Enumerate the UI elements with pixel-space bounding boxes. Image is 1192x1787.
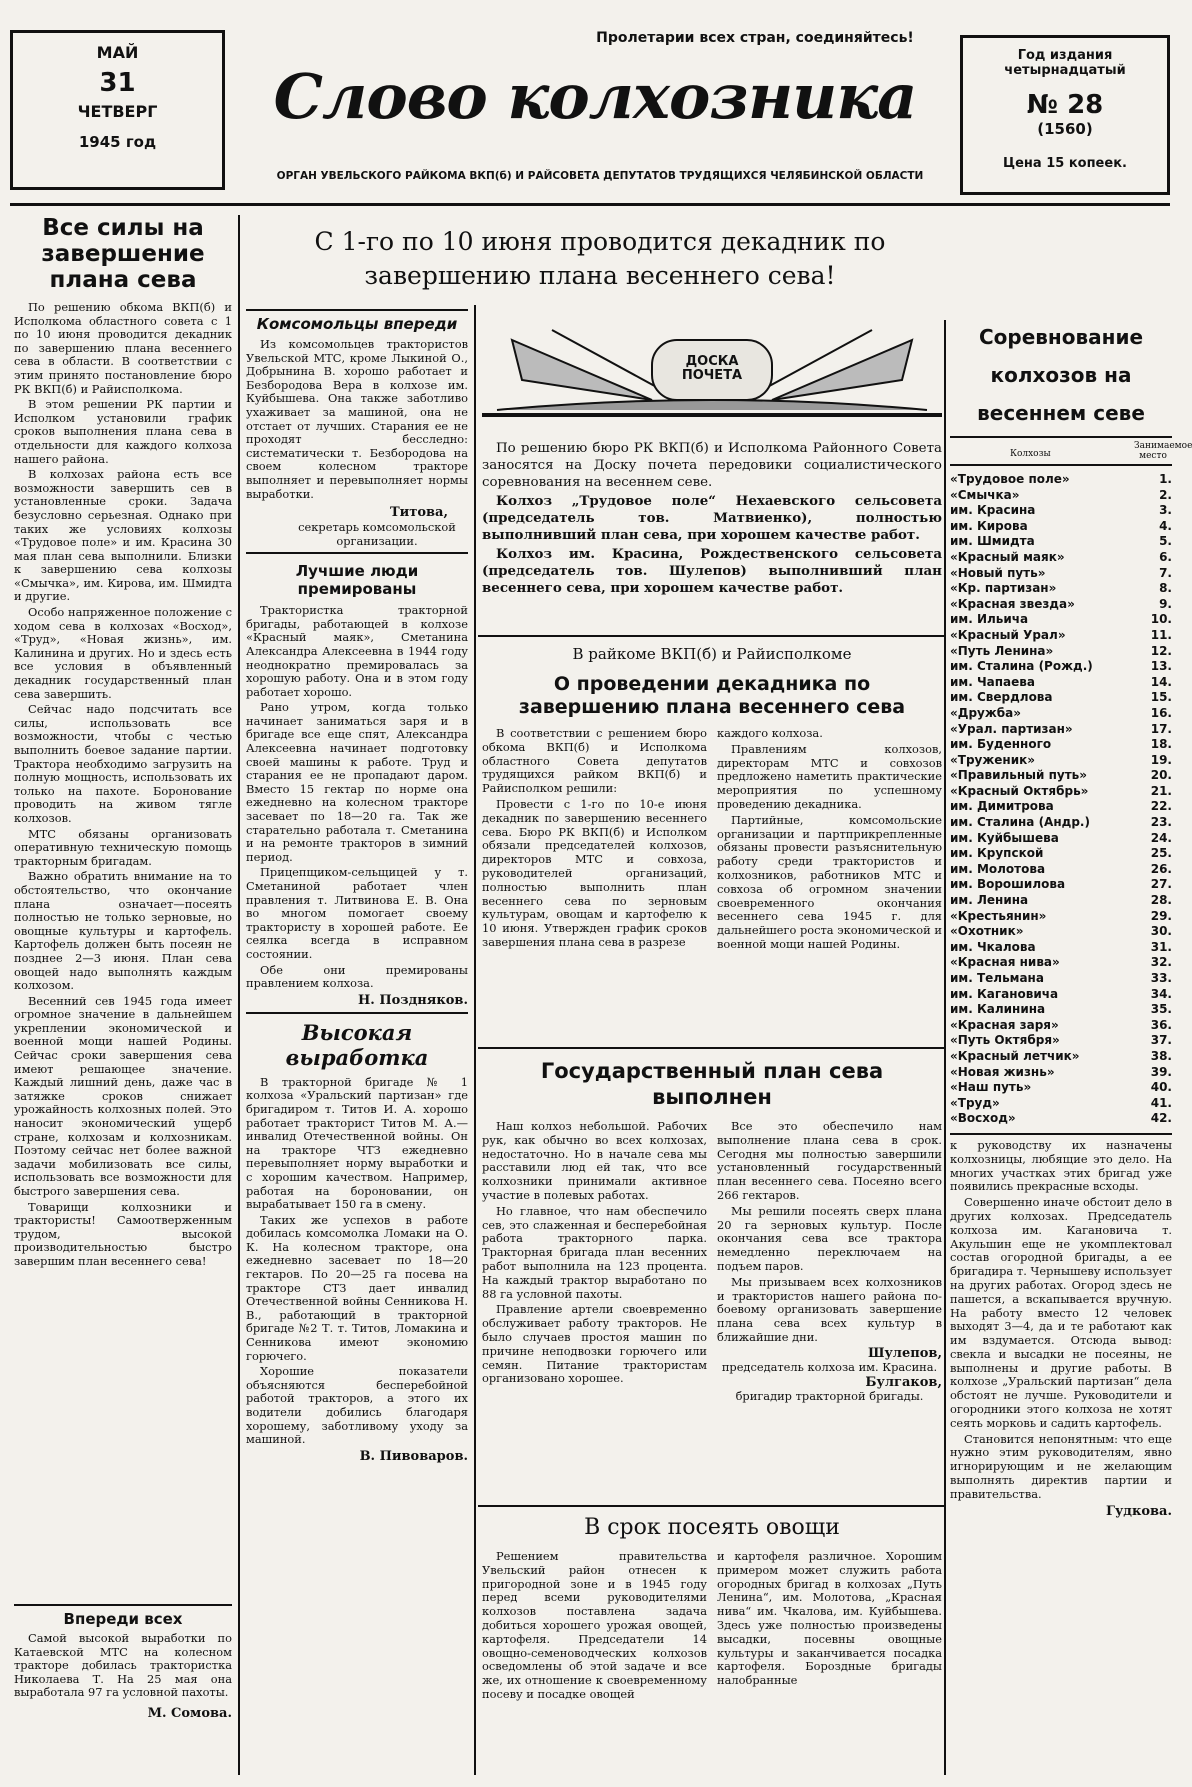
competition-row [950, 784, 1172, 800]
col2-t3-p2: Таких же успехов в работе добилась комсомолка Ломаки на О. К. На колесном тракторе, она ежедневно засевает по 18—20 гектаров. По 20—25 га посева на тракторе СТЗ дает инвалид Отечественной войны Сенникова Н. В., работающий в тракторной бригаде №2 Т. т. Титов, Ломакина и Сенникова имеют экономию горючего. [246, 1212, 468, 1363]
col2 [246, 305, 468, 1464]
competition-place: 26. [1150, 861, 1172, 876]
competition-row [950, 1065, 1172, 1081]
col2-t2-p3: Прицепщиком-сельщицей у т. Сметаниной работает член правления т. Литвинова Е. В. Она во многом помогает своему трактористу в хорошей работе. Ее сеялка всегда в исправном состоянии. [246, 865, 468, 961]
col1-p9: Товарищи колхозники и трактористы! Самоотверженным трудом, высокой производительностью быстро завершим план весеннего сева! [14, 1199, 232, 1268]
decree-l2: Провести с 1-го по 10-е июня декадник по завершению весеннего сева. Бюро РК ВКП(б) и Исполком обязали председателей колхозов, директоров МТС и совхоза, руководителей организаций, полностью выполнить план весеннего сева по зерновым культурам, овощам и картофелю к 10 июня. Утвержден график сроков завершения плана сева в разрезе [482, 796, 707, 949]
competition-place: 8. [1159, 581, 1172, 596]
competition-row [950, 1080, 1172, 1096]
competition-row [950, 519, 1172, 535]
competition-kolkhoz: «Красная нива» [950, 955, 1060, 970]
vegetables [482, 1515, 942, 1702]
col2-text3 [246, 1076, 468, 1447]
issue-box [960, 35, 1170, 195]
vegetables-heading: В срок посеять овощи [584, 1515, 840, 1540]
competition-kolkhoz: «Наш путь» [950, 1080, 1032, 1095]
newspaper-subtitle: ОРГАН УВЕЛЬСКОГО РАЙКОМА ВКП(б) И РАЙСОВЕТА ДЕПУТАТОВ ТРУДЯЩИХСЯ ЧЕЛЯБИНСКОЙ ОБЛАСТИ [276, 170, 924, 182]
col2-sig3: В. Пивоваров. [359, 1448, 468, 1464]
competition-row [950, 1049, 1172, 1065]
date-year: 1945 год [78, 133, 157, 151]
competition-place: 28. [1150, 893, 1172, 908]
competition-row [950, 612, 1172, 628]
newspaper-title: Слово колхозника [273, 60, 917, 133]
col1-p7: Важно обратить внимание на то обстоятельство, что окончание плана означает—посеять полностью не только зерновые, но овощные культуры и картофель. Картофель должен быть посеян не позднее 2—3 июня. План сева овощей надо выполнять каждым колхозом. [14, 869, 232, 993]
competition-row [950, 566, 1172, 582]
competition-after-2: Совершенно иначе обстоит дело в других колхозах. Председатель колхоза им. Кагановича т. Акульшин еще не укомплектовал состав огородной бригады, а ее бригадира т. Чернышеву использует на других работах. Огород здесь не пашется, а вскапывается вручную. На работу вместо 12 человек выходят 3—4, да и те работают как им вздумается. Отсюда вывод: свекла и высадки не посеяны, не выполнены и другие работы. В колхозе „Уральский партизан“ дела обстоят не лучше. Руководители и огородники этого колхоза не хотят сеять морковь и садить картофель. [950, 1195, 1172, 1430]
decree-right [717, 727, 942, 954]
competition-row [950, 768, 1172, 784]
competition-place: 21. [1150, 783, 1172, 798]
competition-row [950, 472, 1172, 488]
year-line1: Год издания [1017, 48, 1113, 63]
decree-r3: Партийные, комсомольские организации и партприкрепленные обязаны провести разъяснительную работу среди трактористов и колхозников, работников МТС и совхоза об огромном значении своевременного окончания весеннего сева 1945 г. для дальнейшего роста экономической и военной мощи нашей Родины. [717, 812, 942, 951]
competition-place: 13. [1150, 659, 1172, 674]
decree-r1: каждого колхоза. [717, 726, 823, 740]
vegetables-left: Решением правительства Увельский район отнесен к пригородной зоне и в 1945 году перед всеми руководителями колхозов поставлена задача добиться хорошего урожая овощей, картофеля. Председатели 14 овощно-семеноводческих колхозов осведомлены об этой задаче и все же, их отношение к своевременному посеву и посадке овощей [482, 1549, 707, 1701]
competition-place: 4. [1159, 518, 1172, 533]
competition-row [950, 628, 1172, 644]
competition-place: 35. [1150, 1002, 1172, 1017]
stateplan-l3: Правление артели своевременно обслуживает работу тракторов. Не было случаев простоя машин по причине неподвозки горючего или семян. Питание трактористам организовано хорошее. [482, 1302, 707, 1386]
col2-sig1: Титова, [389, 505, 448, 521]
stateplan-heading: Государственный план сева выполнен [540, 1059, 884, 1109]
competition-row [950, 722, 1172, 738]
competition-row [950, 690, 1172, 706]
col2-t2-p1: Трактористка тракторной бригады, работающей в колхозе «Красный маяк», Сметанина Александра Алексеевна в 1944 году неоднократно премировалась за хорошую работу. Она и в этом году работает хорошо. [246, 603, 468, 699]
competition-kolkhoz: им. Свердлова [950, 690, 1053, 705]
competition-place: 25. [1150, 846, 1172, 861]
competition-row [950, 862, 1172, 878]
competition-row [950, 1033, 1172, 1049]
competition-kolkhoz: им. Чапаева [950, 674, 1035, 689]
competition-place: 19. [1150, 752, 1172, 767]
honor-item2: Колхоз им. Красина, Рождественского сельсовета (председатель тов. Шулепов) выполнивший план весеннего сева, при хорошем качестве работ. [482, 546, 942, 596]
competition-kolkhoz: им. Сталина (Андр.) [950, 815, 1090, 830]
competition-place: 29. [1150, 908, 1172, 923]
col1-divider [238, 215, 240, 1775]
competition-after-3: Становится непонятным: что еще нужно этим руководителям, явно игнорирующим и не желающим выполнять директив партии и правительства. [950, 1431, 1172, 1501]
competition-kolkhoz: «Путь Ленина» [950, 643, 1054, 658]
competition-place: 14. [1150, 674, 1172, 689]
col2-divider [474, 305, 476, 1775]
competition-kolkhoz: им. Молотова [950, 861, 1046, 876]
competition-place: 12. [1150, 643, 1172, 658]
competition-kolkhoz: им. Кагановича [950, 986, 1059, 1001]
competition-place: 36. [1150, 1017, 1172, 1032]
competition-kolkhoz: «Кр. партизан» [950, 581, 1057, 596]
competition-place: 5. [1159, 534, 1172, 549]
competition-place: 11. [1150, 627, 1172, 642]
col1-body [14, 301, 232, 1269]
issue-total: (1560) [1037, 120, 1093, 138]
competition-place: 9. [1159, 596, 1172, 611]
competition-row [950, 940, 1172, 956]
competition-place: 24. [1150, 830, 1172, 845]
competition-row [950, 644, 1172, 660]
col2-t2-p2: Рано утром, когда только начинает заниматься заря и в бригаде все еще спят, Александра Алексеевна начинает подготовку своей машины к работе. Труд и старания ее не пропадают даром. Вместо 15 гектар по норме она ежедневно на колесном тракторе засевает по 18—20 га. Так же старательно работала т. Сметанина и на ремонте тракторов в зимний период. [246, 700, 468, 864]
competition-kolkhoz: «Красный маяк» [950, 549, 1065, 564]
competition-kolkhoz: «Путь Октября» [950, 1033, 1060, 1048]
col1-p8: Весенний сев 1945 года имеет огромное значение в дальнейшем укреплении экономической и военной мощи нашей Родины. Сейчас сроки завершения сева имеют решающее значение. Каждый лишний день, даже час в затяжке сроков снижает урожайность колхозных полей. Это наносит экономический ущерб стране, колхозам и колхозникам. Поэтому сейчас нет более важной задачи мобилизовать все силы, использовать все возможности для быстрого завершения сева. [14, 993, 232, 1198]
competition-place: 32. [1150, 955, 1172, 970]
col2-text1: Из комсомольцев трактористов Увельской МТС, кроме Лыкиной О., Добрынина В. хорошо работает и Безбородова Вера в колхозе им. Куйбышева. Она также заботливо ухаживает за машиной, она не отстает от лучших. Старания ее не проходят бесследно: систематически т. Безбородова на своем колесном тракторе выполняет и перевыполняет нормы выработки. [246, 337, 468, 501]
col1-p5: Сейчас надо подсчитать все силы, использовать все возможности, чтобы с честью выполнить боевое задание партии. Трактора необходимо загрузить на полную мощность, использовать их только на пахоте. Боронование проводить на живом тягле колхозов. [14, 702, 232, 825]
competition-kolkhoz: им. Калинина [950, 1002, 1046, 1017]
competition-row [950, 924, 1172, 940]
competition-place: 22. [1150, 799, 1172, 814]
competition-row [950, 846, 1172, 862]
stateplan-left [482, 1120, 707, 1404]
competition-sig: Гудкова. [1105, 1503, 1172, 1519]
competition-row [950, 550, 1172, 566]
stateplan-bottom-rule [478, 1505, 944, 1507]
competition-heading: Соревнование колхозов на весеннем севе [977, 325, 1145, 425]
competition-place: 10. [1150, 612, 1172, 627]
col1-box [14, 1600, 232, 1721]
stateplan-sig2b: бригадир тракторной бригады. [735, 1389, 924, 1404]
col1-p1: По решению обкома ВКП(б) и Исполкома областного совета с 1 по 10 июня проводится декадник по завершению плана весеннего сева в области. В соответствии с этим принято постановление бюро РК ВКП(б) и Райисполкома. [14, 300, 232, 396]
competition-kolkhoz: им. Чкалова [950, 939, 1036, 954]
date-weekday: ЧЕТВЕРГ [77, 102, 158, 121]
competition-place: 31. [1150, 939, 1172, 954]
competition-kolkhoz: им. Сталина (Рожд.) [950, 659, 1093, 674]
competition-after [950, 1139, 1172, 1502]
competition [950, 318, 1192, 1519]
competition-row [950, 753, 1172, 769]
stateplan-l2: Но главное, что нам обеспечило сев, это слаженная и бесперебойная работа тракторного парка. Тракторная бригада план весенних работ выполнила на 123 процента. На каждый трактор выработано по 88 га условной пахоты. [482, 1203, 707, 1301]
honor-text [482, 440, 942, 599]
competition-place: 20. [1150, 768, 1172, 783]
competition-row [950, 706, 1172, 722]
competition-place: 3. [1159, 503, 1172, 518]
year-line2: четырнадцатый [1004, 63, 1126, 78]
competition-row [950, 799, 1172, 815]
competition-place: 1. [1159, 472, 1172, 486]
competition-kolkhoz: «Правильный путь» [950, 768, 1087, 783]
col4-divider [944, 320, 946, 1775]
competition-row [950, 971, 1172, 987]
competition-kolkhoz: «Красная звезда» [950, 596, 1075, 611]
competition-kolkhoz: «Дружба» [950, 705, 1022, 720]
competition-row [950, 1111, 1172, 1127]
honor-board [482, 320, 942, 440]
stateplan-sig1b: председатель колхоза им. Красина. [721, 1359, 938, 1374]
competition-kolkhoz: «Новый путь» [950, 565, 1046, 580]
competition-row [950, 581, 1172, 597]
competition-place: 27. [1150, 877, 1172, 892]
competition-place: 42. [1150, 1111, 1172, 1126]
competition-kolkhoz: «Красная заря» [950, 1017, 1059, 1032]
stateplan [482, 1058, 942, 1404]
competition-col-name: Колхозы [1010, 449, 1051, 459]
competition-kolkhoz: «Охотник» [950, 924, 1024, 939]
col2-t3-p1: В тракторной бригаде № 1 колхоза «Уральский партизан» где бригадиром т. Титов И. А. хорошо работает тракторист Титов М. А.—инвалид Отечественной войны. Он на тракторе ЧТЗ ежедневно перевыполняет норму выработки и с хорошим качеством. Например, работая на бороновании, он вырабатывает 150 га в смену. [246, 1074, 468, 1212]
competition-place: 38. [1150, 1048, 1172, 1063]
col1-p2: В этом решении РК партии и Исполком установили график сроков выполнения плана сева в отдельности для каждого колхоза нашего района. [14, 397, 232, 466]
competition-row [950, 659, 1172, 675]
decree-r2: Правлениям колхозов, директорам МТС и совхозов предложено наметить практические мероприятия по успешному проведению декадника. [717, 741, 942, 811]
competition-rows [950, 472, 1172, 1127]
stateplan-r3: Мы призываем всех колхозников и трактористов нашего района по-боевому организовать завершение плана сева всех культур в ближайшие дни. [717, 1274, 942, 1344]
competition-row [950, 987, 1172, 1003]
stateplan-r2: Мы решили посеять сверх плана 20 га зерновых культур. После окончания сева все трактора немедленно переключаем на подъем паров. [717, 1203, 942, 1273]
col2-t3-p3: Хорошие показатели объясняются бесперебойной работой тракторов, а этого их водители добились благодаря хорошему, заботливому уходу за машиной. [246, 1364, 468, 1447]
col2-heading3: Высокая выработка [285, 1019, 429, 1070]
col1-box-heading: Впереди всех [63, 1610, 183, 1628]
competition-row [950, 909, 1172, 925]
competition-kolkhoz: им. Ильича [950, 612, 1029, 627]
competition-place: 17. [1150, 721, 1172, 736]
honor-board-label: ДОСКА ПОЧЕТА [681, 354, 743, 383]
slogan: Пролетарии всех стран, соединяйтесь! [596, 30, 914, 46]
competition-kolkhoz: «Трудовое поле» [950, 472, 1070, 486]
competition-kolkhoz: «Труженик» [950, 752, 1036, 767]
competition-row [950, 815, 1172, 831]
issue-number: № 28 [1026, 90, 1104, 120]
stateplan-r1: Все это обеспечило нам выполнение плана сева в срок. Сегодня мы полностью завершили установленный государственный план весеннего сева. Посеяно всего 266 гектаров. [717, 1119, 942, 1202]
competition-kolkhoz: «Смычка» [950, 487, 1020, 502]
competition-kolkhoz: «Красный летчик» [950, 1048, 1080, 1063]
competition-place: 18. [1150, 737, 1172, 752]
competition-kolkhoz: им. Ворошилова [950, 877, 1066, 892]
competition-kolkhoz: им. Крупской [950, 846, 1044, 861]
competition-kolkhoz: им. Димитрова [950, 799, 1054, 814]
competition-kolkhoz: им. Ленина [950, 893, 1029, 908]
date-day: 31 [99, 68, 136, 98]
masthead-rule [10, 203, 1170, 206]
competition-row [950, 1096, 1172, 1112]
competition-place: 16. [1150, 705, 1172, 720]
competition-row [950, 488, 1172, 504]
date-month: МАЙ [96, 43, 139, 62]
competition-place: 40. [1150, 1080, 1172, 1095]
competition-row [950, 503, 1172, 519]
competition-row [950, 737, 1172, 753]
competition-place: 6. [1159, 549, 1172, 564]
competition-place: 37. [1150, 1033, 1172, 1048]
honor-intro: По решению бюро РК ВКП(б) и Исполкома Районного Совета заносятся на Доску почета передовики социалистического соревнования на весеннем севе. [482, 441, 942, 490]
competition-kolkhoz: им. Тельмана [950, 971, 1044, 985]
competition-row [950, 831, 1172, 847]
col2-sig2: Н. Поздняков. [358, 992, 468, 1008]
competition-kolkhoz: «Труд» [950, 1095, 1000, 1110]
competition-kolkhoz: «Новая жизнь» [950, 1064, 1055, 1079]
competition-place: 39. [1150, 1064, 1172, 1079]
competition-place: 41. [1150, 1095, 1172, 1110]
stateplan-l1: Наш колхоз небольшой. Рабочих рук, как обычно во всех колхозах, недостаточно. Но в начале сева мы расставили люд ей так, что все колхозники принимали активное участие в полевых работах. [482, 1119, 707, 1202]
decree-kicker: В райкоме ВКП(б) и Райисполкоме [572, 645, 852, 663]
competition-kolkhoz: «Урал. партизан» [950, 721, 1073, 736]
competition-row [950, 1002, 1172, 1018]
competition-row [950, 597, 1172, 613]
decree-heading: О проведении декадника по завершению плана весеннего сева [518, 673, 906, 718]
competition-row [950, 955, 1172, 971]
competition-kolkhoz: «Крестьянин» [950, 908, 1047, 923]
decree-bottom-rule [478, 1047, 944, 1049]
col1-box-sig: М. Сомова. [147, 1705, 232, 1721]
stateplan-right [717, 1120, 942, 1404]
competition-row [950, 893, 1172, 909]
competition-kolkhoz: «Восход» [950, 1111, 1016, 1126]
honor-item1: Колхоз „Трудовое поле“ Нехаевского сельсовета (председатель тов. Матвиенко), полностью выполнивший план сева, при хорошем качестве работ. [482, 493, 942, 543]
competition-kolkhoz: им. Буденного [950, 737, 1052, 752]
competition-place: 33. [1150, 971, 1172, 985]
date-box [10, 30, 225, 190]
honor-bottom-rule [478, 635, 944, 637]
col1-box-text: Самой высокой выработки по Катаевской МТС на колесном тракторе добилась трактористка Николаева Т. На 25 мая она выработала 97 га условной пахоты. [14, 1631, 232, 1700]
vegetables-right: и картофеля различное. Хорошим примером может служить работа огородных бригад в колхозах „Путь Ленина“, им. Молотова, „Красная нива“ им. Чкалова, им. Куйбышева. Здесь уже полностью произведены высадки, посевны овощные культуры и заканчивается посадка картофеля. Бороздные бригады налобранные [717, 1549, 942, 1688]
banner-headline: С 1-го по 10 июня проводится декадник по завершению плана весеннего сева! [314, 227, 886, 290]
col1-p4: Особо напряженное положение с ходом сева в колхозах «Восход», «Труд», «Новая жизнь», им. Калинина и других. Но и здесь есть все условия в объявленный декадник государственный план сева завершить. [14, 605, 232, 701]
col2-text2 [246, 604, 468, 991]
competition-place: 34. [1150, 986, 1172, 1001]
stateplan-sig1: Шулепов, [868, 1345, 942, 1361]
col1-p6: МТС обязаны организовать оперативную техническую помощь тракторным бригадам. [14, 826, 232, 868]
col2-heading2: Лучшие люди премированы [295, 562, 419, 599]
competition-kolkhoz: им. Куйбышева [950, 830, 1059, 845]
price: Цена 15 копеек. [1003, 156, 1127, 171]
col2-t2-p4: Обе они премированы правлением колхоза. [246, 962, 468, 991]
col2-heading1: Комсомольцы впереди [256, 315, 458, 333]
col1-heading: Все силы на завершение плана сева [41, 215, 205, 293]
competition-row [950, 877, 1172, 893]
decree-l1: В соответствии с решением бюро обкома ВКП(б) и Исполкома областного Совета депутатов трудящихся райком ВКП(б) и Райисполком решили: [482, 726, 707, 796]
competition-kolkhoz: им. Кирова [950, 518, 1028, 533]
stateplan-sig2: Булгаков, [865, 1375, 942, 1391]
decree-left [482, 727, 707, 954]
competition-kolkhoz: им. Красина [950, 503, 1036, 518]
competition-place: 30. [1150, 924, 1172, 939]
competition-col-place: Занимаемое место [1134, 441, 1192, 461]
competition-kolkhoz: «Красный Октябрь» [950, 783, 1089, 798]
col1-p3: В колхозах района есть все возможности завершить сев в установленные сроки. Задача безусловно серьезная. Однако при таких же условиях колхозы «Трудовое поле» и им. Красина 30 мая план сева выполнили. Близки к завершению сева колхозы «Смычка», им. Кирова, им. Шмидта и другие. [14, 467, 232, 604]
col1-article [14, 215, 232, 1271]
competition-place: 2. [1159, 487, 1172, 502]
competition-row [950, 534, 1172, 550]
competition-place: 15. [1150, 690, 1172, 705]
competition-after-1: к руководству их назначены колхозницы, любящие это дело. На многих участках этих бригад уже появились прекрасные всходы. [950, 1137, 1172, 1194]
competition-kolkhoz: «Красный Урал» [950, 627, 1066, 642]
competition-row [950, 1018, 1172, 1034]
competition-row [950, 675, 1172, 691]
competition-place: 23. [1150, 815, 1172, 830]
competition-place: 7. [1159, 565, 1172, 580]
competition-kolkhoz: им. Шмидта [950, 534, 1035, 549]
decree [482, 645, 942, 954]
col2-sig1b: секретарь комсомольской организации. [298, 520, 456, 549]
